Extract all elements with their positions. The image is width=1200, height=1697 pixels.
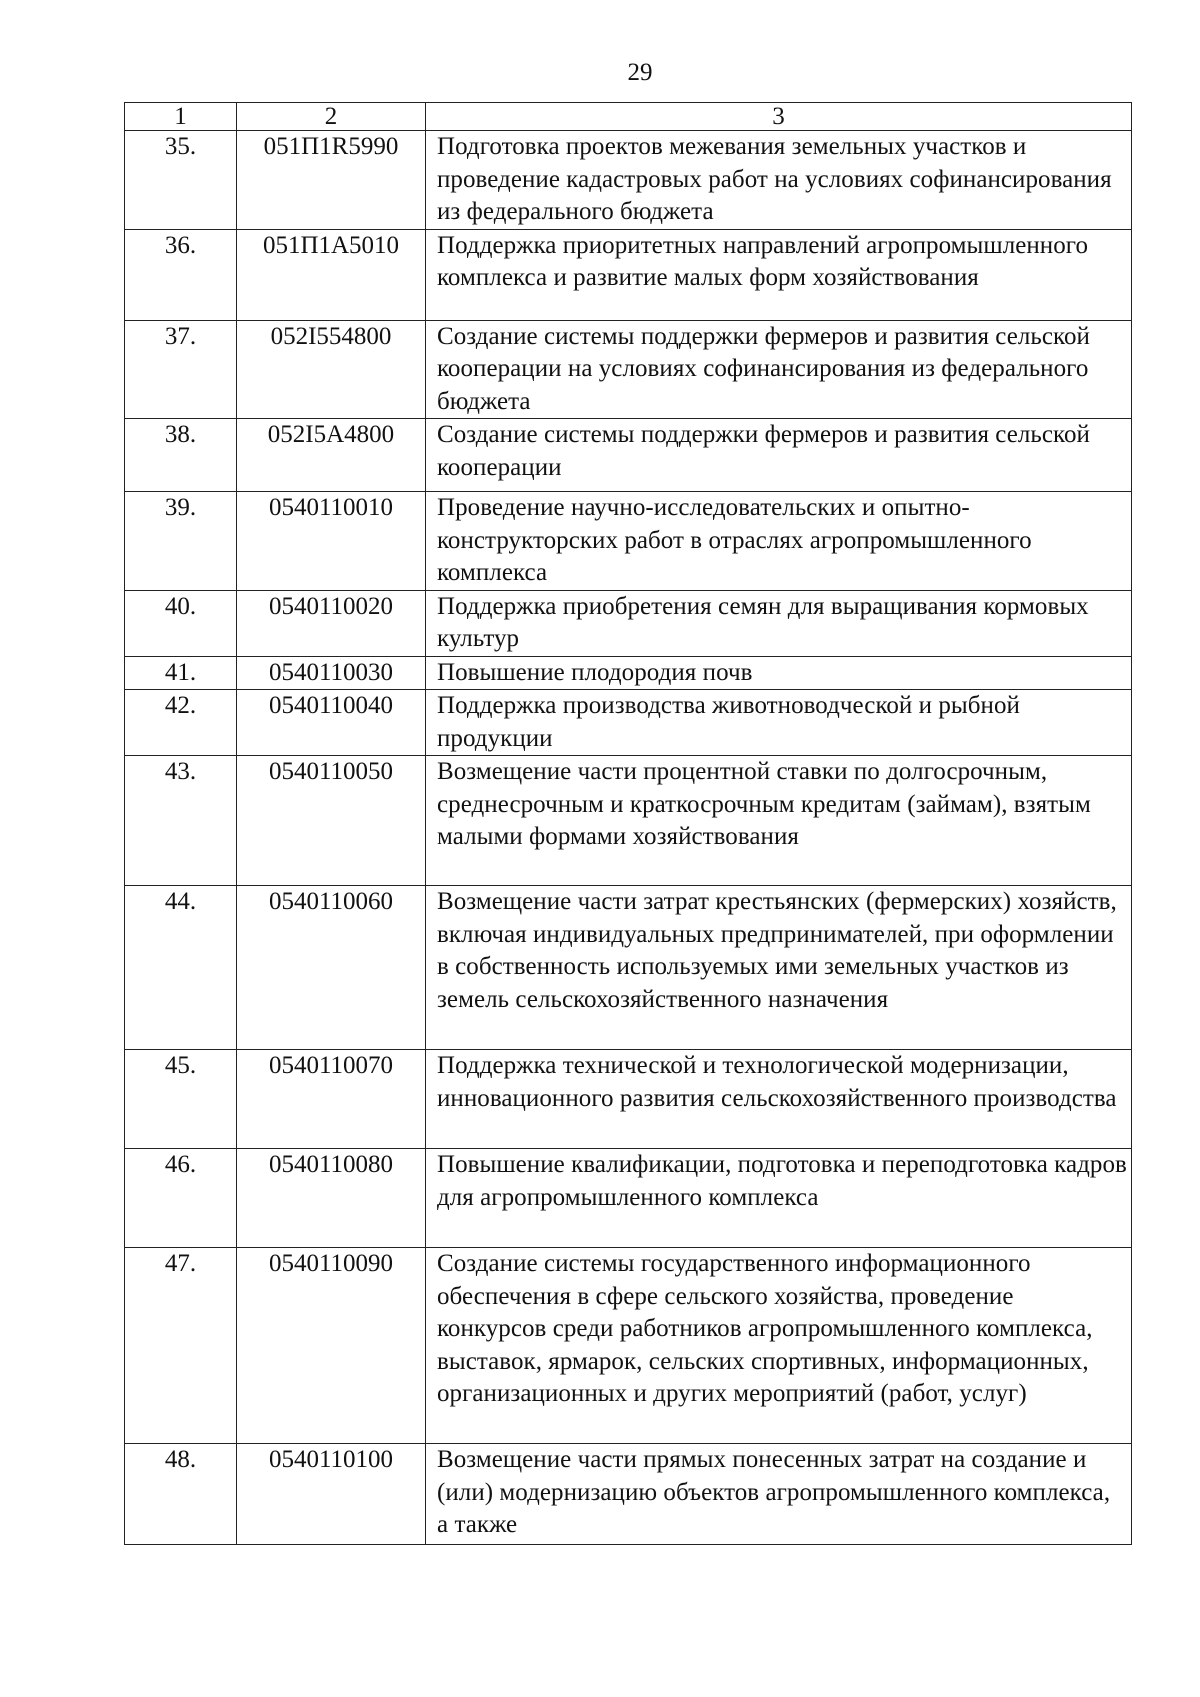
row-number: 47. [125,1248,237,1444]
table-row [125,229,1132,320]
row-number: 36. [125,229,237,320]
row-description: Создание системы государственного информационного обеспечения в сфере сельского хозяйства, проведение конкурсов среди работников агропромышленного комплекса, выставок, ярмарок, сельских спортивных, информационных, организационных и других мероприятий (работ, услуг) [426,1248,1132,1444]
row-description: Подготовка проектов межевания земельных участков и проведение кадастровых работ на условиях софинансирования из федерального бюджета [426,131,1132,230]
row-description: Поддержка производства животноводческой и рыбной продукции [426,690,1132,756]
row-code: 0540110100 [237,1444,426,1545]
row-number: 39. [125,492,237,591]
table-row [125,590,1132,656]
row-number: 48. [125,1444,237,1545]
row-code: 0540110010 [237,492,426,591]
table-row [125,1050,1132,1149]
budget-codes-table [124,102,1132,1545]
row-number: 37. [125,320,237,419]
row-description: Создание системы поддержки фермеров и развития сельской кооперации на условиях софинансирования из федерального бюджета [426,320,1132,419]
row-description: Повышение плодородия почв [426,656,1132,690]
table-row [125,656,1132,690]
column-header-3: 3 [426,103,1132,131]
table-row [125,1149,1132,1248]
table-row [125,756,1132,886]
row-number: 45. [125,1050,237,1149]
table-row [125,419,1132,492]
row-description: Создание системы поддержки фермеров и развития сельской кооперации [426,419,1132,492]
table-row [125,492,1132,591]
row-number: 41. [125,656,237,690]
table-row [125,1248,1132,1444]
row-description: Возмещение части прямых понесенных затрат на создание и (или) модернизацию объектов агропромышленного комплекса, а также [426,1444,1132,1545]
row-code: 0540110060 [237,886,426,1050]
row-description: Поддержка приоритетных направлений агропромышленного комплекса и развитие малых форм хозяйствования [426,229,1132,320]
row-number: 40. [125,590,237,656]
row-number: 38. [125,419,237,492]
row-code: 052I554800 [237,320,426,419]
row-code: 0540110030 [237,656,426,690]
row-code: 052I5А4800 [237,419,426,492]
row-code: 0540110020 [237,590,426,656]
row-code: 0540110070 [237,1050,426,1149]
row-number: 46. [125,1149,237,1248]
row-description: Проведение научно-исследовательских и опытно-конструкторских работ в отраслях агропромышленного комплекса [426,492,1132,591]
row-number: 35. [125,131,237,230]
column-header-2: 2 [237,103,426,131]
row-code: 0540110090 [237,1248,426,1444]
table-row [125,320,1132,419]
table-row [125,1444,1132,1545]
row-code: 0540110050 [237,756,426,886]
table-row [125,690,1132,756]
row-description: Поддержка приобретения семян для выращивания кормовых культур [426,590,1132,656]
table-header-row [125,103,1132,131]
column-header-1: 1 [125,103,237,131]
row-description: Возмещение части затрат крестьянских (фермерских) хозяйств, включая индивидуальных предпринимателей, при оформлении в собственность используемых ими земельных участков из земель сельскохозяйственного назначения [426,886,1132,1050]
row-number: 44. [125,886,237,1050]
table-row [125,886,1132,1050]
row-code: 0540110080 [237,1149,426,1248]
row-code: 051П1А5010 [237,229,426,320]
page-number: 29 [627,59,653,86]
row-description: Возмещение части процентной ставки по долгосрочным, среднесрочным и краткосрочным кредитам (займам), взятым малыми формами хозяйствования [426,756,1132,886]
row-description: Повышение квалификации, подготовка и переподготовка кадров для агропромышленного комплекса [426,1149,1132,1248]
row-code: 0540110040 [237,690,426,756]
row-code: 051П1R5990 [237,131,426,230]
row-number: 42. [125,690,237,756]
row-number: 43. [125,756,237,886]
row-description: Поддержка технической и технологической модернизации, инновационного развития сельскохозяйственного производства [426,1050,1132,1149]
table-row [125,131,1132,230]
